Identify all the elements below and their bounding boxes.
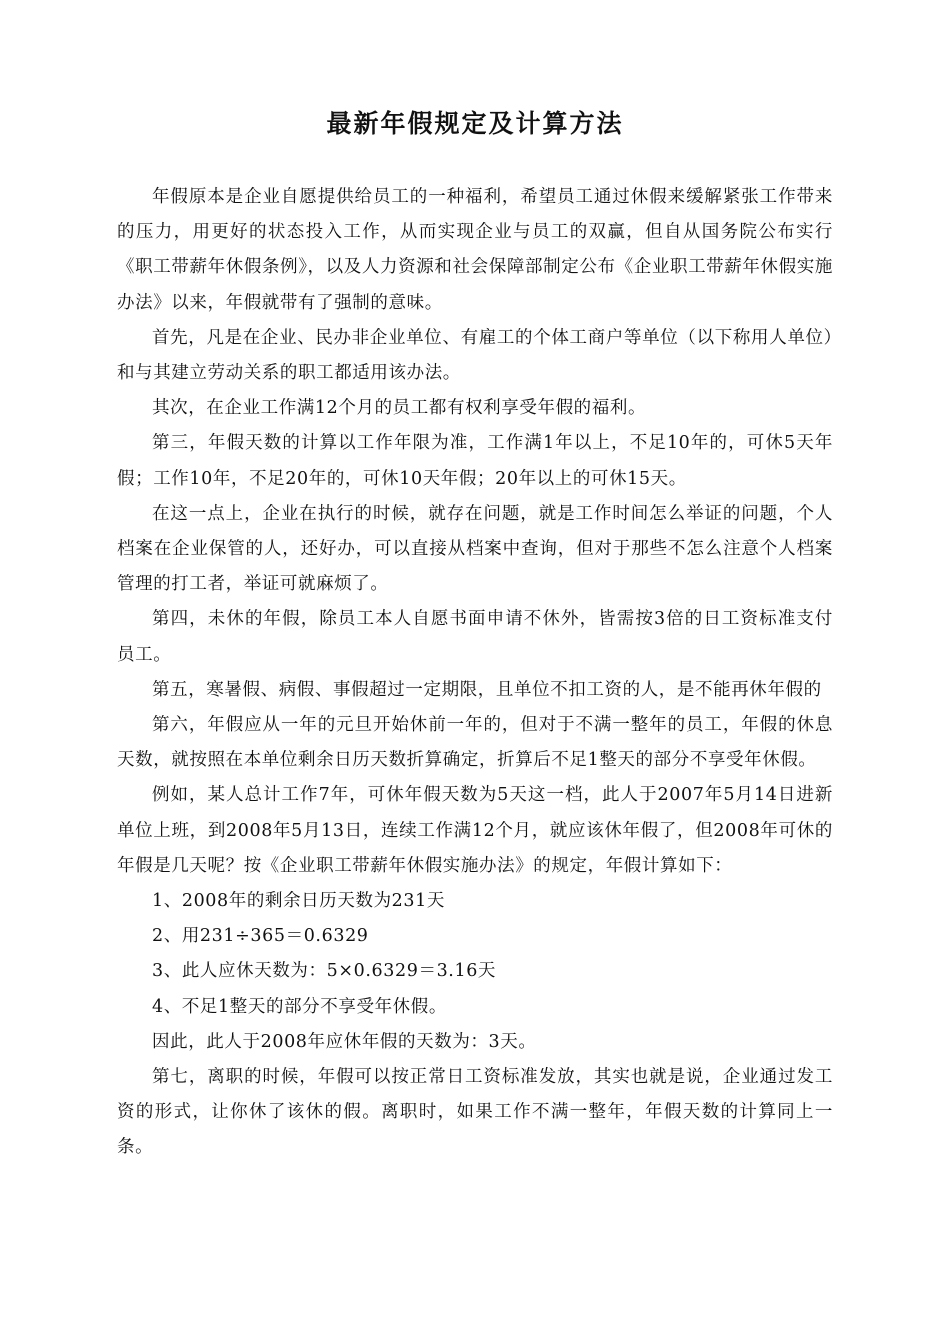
paragraph-intro: 年假原本是企业自愿提供给员工的一种福利，希望员工通过休假来缓解紧张工作带来的压力，用更好的状态投入工作，从而实现企业与员工的双赢，但自从国务院公布实行《职工带薪年休假条例》，以及人力资源和社会保障部制定公布《企业职工带薪年休假实施办法》以来，年假就带有了强制的意味。 xyxy=(117,187,833,313)
page-title: 最新年假规定及计算方法 xyxy=(326,109,624,138)
paragraph-fifth: 第五，寒暑假、病假、事假超过一定期限，且单位不扣工资的人，是不能再休年假的 xyxy=(152,679,822,700)
paragraph-sixth: 第六，年假应从一年的元旦开始休前一年的，但对于不满一整年的员工，年假的休息天数，就按照在本单位剩余日历天数折算确定，折算后不足1整天的部分不享受年休假。 xyxy=(117,715,833,771)
document-body xyxy=(117,180,833,1166)
paragraph-first: 首先，凡是在企业、民办非企业单位、有雇工的个体工商户等单位（以下称用人单位）和与其建立劳动关系的职工都适用该办法。 xyxy=(117,327,833,384)
calculation-step-4: 4、不足1整天的部分不享受年休假。 xyxy=(152,996,447,1017)
calculation-step-3: 3、此人应休天数为：5×0.6329＝3.16天 xyxy=(152,961,497,982)
paragraph-third: 第三，年假天数的计算以工作年限为准，工作满1年以上，不足10年的，可休5天年假；工作10年，不足20年的，可休10天年假；20年以上的可休15天。 xyxy=(117,433,833,489)
calculation-step-2: 2、用231÷365＝0.6329 xyxy=(152,926,369,947)
calculation-step-1: 1、2008年的剩余日历天数为231天 xyxy=(152,891,445,912)
paragraph-seventh: 第七，离职的时候，年假可以按正常日工资标准发放，其实也就是说，企业通过发工资的形式，让你休了该休的假。离职时，如果工作不满一整年，年假天数的计算同上一条。 xyxy=(117,1067,833,1158)
paragraph-conclusion: 因此，此人于2008年应休年假的天数为：3天。 xyxy=(152,1031,537,1052)
paragraph-fourth: 第四，未休的年假，除员工本人自愿书面申请不休外，皆需按3倍的日工资标准支付员工。 xyxy=(117,609,833,665)
paragraph-second: 其次，在企业工作满12个月的员工都有权利享受年假的福利。 xyxy=(152,398,647,419)
paragraph-third-note: 在这一点上，企业在执行的时候，就存在问题，就是工作时间怎么举证的问题，个人档案在企业保管的人，还好办，可以直接从档案中查询，但对于那些不怎么注意个人档案管理的打工者，举证可就麻烦了。 xyxy=(117,503,833,595)
paragraph-example: 例如，某人总计工作7年，可休年假天数为5天这一档，此人于2007年5月14日进新单位上班，到2008年5月13日，连续工作满12个月，就应该休年假了，但2008年可休的年假是几天呢？按《企业职工带薪年休假实施办法》的规定，年假计算如下： xyxy=(117,785,833,876)
